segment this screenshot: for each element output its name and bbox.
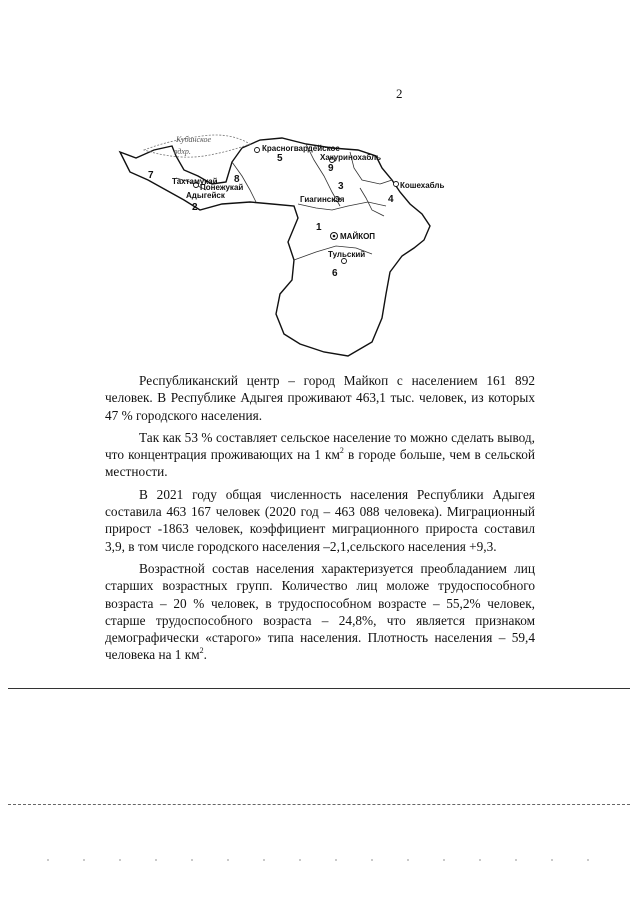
map-svg — [110, 118, 460, 378]
place-label: Тульский — [328, 250, 366, 259]
water-label: вдхр. — [174, 147, 191, 156]
document-body — [105, 372, 535, 669]
district-border — [360, 188, 384, 216]
place-label: Хакуринохабль — [320, 153, 382, 162]
place-marker — [255, 148, 260, 153]
place-label: Красногвардейское — [262, 144, 340, 153]
divider-line — [8, 804, 630, 805]
divider-line — [8, 688, 630, 689]
scan-noise — [30, 858, 620, 862]
superscript: 2 — [199, 646, 204, 656]
place-marker — [394, 182, 399, 187]
republic-outline — [120, 138, 430, 356]
district-number: 3 — [338, 181, 344, 192]
place-label: Тахтамукай — [172, 177, 218, 186]
page-number: 2 — [396, 86, 403, 101]
paragraph-rural — [105, 429, 535, 481]
place-marker — [342, 259, 347, 264]
paragraph-population: В 2021 году общая численность населения Республики Адыгея составила 463 167 человек (2020 год – 463 088 человека). Миграционный прирост -1863 человек, коэффициент миграционного прироста составил 3,9, в том числе городского населения –2,1,сельского населения +9,3. — [105, 486, 535, 554]
paragraph-text: . — [203, 647, 207, 663]
place-label: Гиагинская — [300, 195, 345, 204]
paragraph-text: Так как 53 % составляет сельское население то можно сделать вывод, что концентрация проживающих на 1 км — [105, 429, 535, 463]
paragraph-capital: Республиканский центр – город Майкоп с населением 161 892 человек. В Республике Адыгея проживают 463,1 тыс. человек, из которых 47 % городского населения. — [105, 373, 535, 423]
district-number: 7 — [148, 170, 154, 181]
district-number: 8 — [234, 174, 240, 185]
district-number: 2 — [192, 202, 198, 213]
water-label: Кубанское — [176, 135, 212, 144]
district-number: 5 — [277, 153, 283, 164]
district-number: 6 — [332, 268, 338, 279]
paragraph-age — [105, 560, 535, 664]
adygea-map — [110, 118, 460, 378]
district-number: 4 — [388, 194, 394, 205]
capital-label: МАЙКОП — [340, 232, 376, 241]
capital-marker-dot — [333, 235, 336, 238]
district-number: 9 — [328, 163, 334, 174]
superscript: 2 — [339, 446, 344, 456]
place-label: Кошехабль — [400, 181, 445, 190]
paragraph-text: Возрастной состав населения характеризуется преобладанием лиц старших возрастных групп. Количество лиц моложе трудоспособного возраста – 20 % человек, в трудоспособном возрасте – 55,2% человек, старше трудоспособного возраста – 24,8%, что является признаком демографически «старого» типа населения. Плотность населения – 59,4 человека на 1 км — [105, 560, 535, 663]
place-label: Понежукай — [200, 183, 244, 192]
district-number: 1 — [316, 222, 322, 233]
paragraph-text: в городе больше, чем в сельской местности. — [105, 447, 535, 480]
place-label: Адыгейск — [186, 191, 225, 200]
